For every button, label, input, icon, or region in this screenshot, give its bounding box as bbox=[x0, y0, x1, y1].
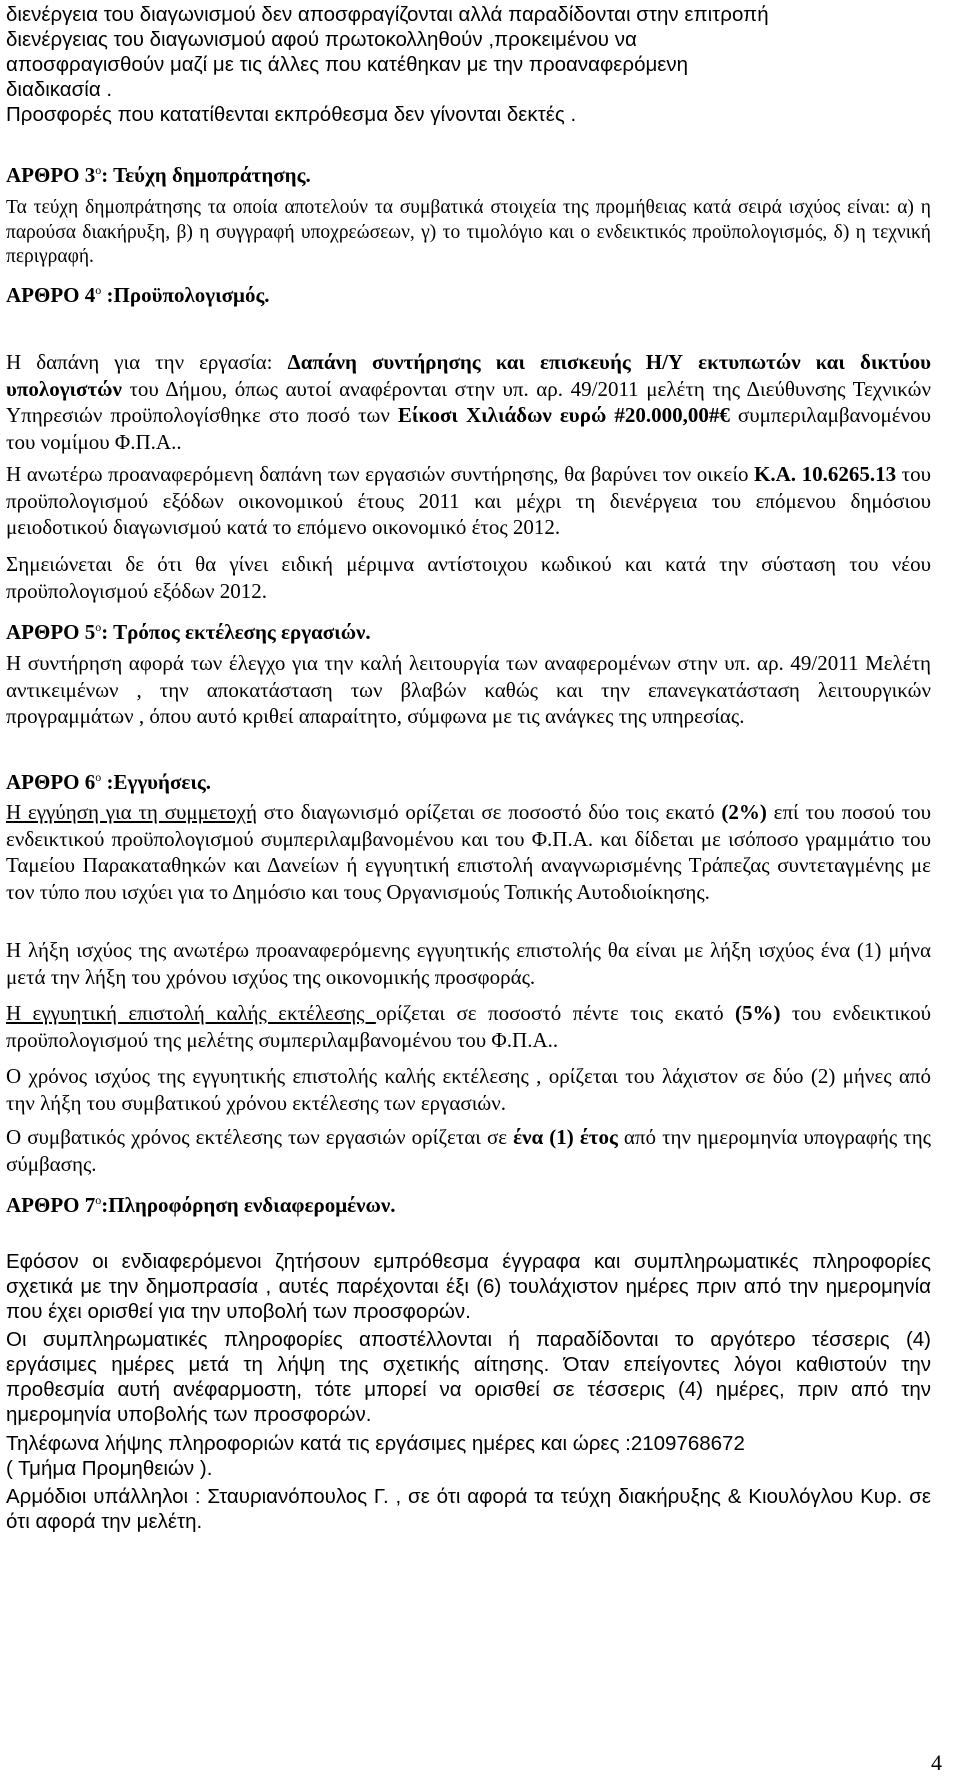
page-number: 4 bbox=[931, 1750, 942, 1775]
article-7-heading: ΑΡΘΡΟ $7^o:\Pi\lambda\eta\rho o\varphi ό\rho\eta\sigma\eta$ ενδιαφερομένων. bbox=[6, 1193, 396, 1217]
article-6-validity: Η λήξη ισχύος της ανωτέρω προαναφερόμενης εγγυητικής επιστολής θα είναι με λήξη ισχύος ένα (1) μήνα μετά την λήξη του χρόνου ισχύος της οικονομικής προσφοράς. bbox=[6, 938, 931, 989]
article-5-heading: ΑΡΘΡΟ $5^o$: Τρόπος εκτέλεσης εργασιών. bbox=[6, 620, 371, 644]
article-7-supplementary-paragraph: Οι συμπληρωματικές πληροφορίες αποστέλλονται ή παραδίδονται το αργότερο τέσσερις (4) εργάσιμες ημέρες μετά τη λήψη της σχετικής αίτησης. Όταν επείγοντες λόγοι καθιστούν την προθεσμία αυτή ανέφαρμοστη, τότε μπορεί να ορισθεί σε τέσσερις (4) ημέρες, πριν από την ημερομηνία υποβολής των προσφορών. bbox=[6, 1328, 931, 1426]
article-3-text: Τα τεύχη δημοπράτησης τα οποία αποτελούν τα συμβατικά στοιχεία της προμήθειας κατά σειρά ισχύος είναι: α) η παρούσα διακήρυξη, β) η συγγραφή υποχρεώσεων, γ) το τιμολόγιο και ο ενδεικτικός προϋπολογισμός, δ) η τεχνική περιγραφή. bbox=[6, 197, 931, 267]
article-7-officers-paragraph: Αρμόδιοι υπάλληλοι : Σταυριανόπουλος Γ. , σε ότι αφορά τα τεύχη διακήρυξης & Κιουλόγλου Κυρ. σε ότι αφορά την μελέτη. bbox=[6, 1485, 931, 1533]
article-7-phone-paragraph: Τηλέφωνα λήψης πληροφοριών κατά τις εργάσιμες ημέρες και ώρες :2109768672 ( Τμήμα Προμηθειών ). bbox=[6, 1432, 745, 1480]
article-7-info-paragraph: Εφόσον οι ενδιαφερόμενοι ζητήσουν εμπρόθεσμα έγγραφα και συμπληρωματικές πληροφορίες σχετικά με την δημοπρασία , αυτές παρέχονται έξι (6) τουλάχιστον ημέρες πριν από την ημερομηνία που έχει ορισθεί για την υποβολή των προσφορών. bbox=[6, 1250, 931, 1323]
late-offers-note: Προσφορές που κατατίθενται εκπρόθεσμα δεν γίνονται δεκτές . bbox=[6, 103, 577, 126]
article-5-text: Η συντήρηση αφορά των έλεγχο για την καλή λειτουργία των αναφερομένων στην υπ. αρ. 49/2011 Μελέτη αντικειμένων , την αποκατάσταση των βλαβών καθώς και την επανεγκατάσταση λειτουργικών προγραμμάτων , όπου αυτό κριθεί απαραίτητο, σύμφωνα με τις ανάγκες της υπηρεσίας. bbox=[6, 651, 931, 728]
article-6-heading: ΑΡΘΡΟ $6^o$ :Εγγυήσεις. bbox=[6, 770, 211, 794]
article-4-note-paragraph: Σημειώνεται δε ότι θα γίνει ειδική μέριμνα αντίστοιχου κωδικού και κατά την σύσταση του νέου προϋπολογισμού εξόδων 2012. bbox=[6, 552, 931, 603]
article-4-heading: ΑΡΘΡΟ $4^o$ :Προϋπολογισμός. bbox=[6, 283, 270, 307]
article-6-performance-guarantee: Η εγγυητική επιστολή καλής εκτέλεσης ορίζεται σε ποσοστό πέντε τοις εκατό (5%) του ενδεικτικού προϋπολογισμού της μελέτης συμπεριλαμβανομένου του Φ.Π.Α.. bbox=[6, 1001, 932, 1052]
article-4-charge-paragraph: Η ανωτέρω προαναφερόμενη δαπάνη των εργασιών συντήρησης, θα βαρύνει τον οικείο Κ.Α. 10.6265.13 του προϋπολογισμού εξόδων οικονομικού έτους 2011 και μέχρι τη διενέργεια του επόμενου δημόσιου μειοδοτικού διαγωνισμού κατά το επόμενο οικονομικό έτος 2012. bbox=[6, 462, 932, 539]
paragraph-submission: διενέργεια του διαγωνισμού δεν αποσφραγίζονται αλλά παραδίδονται στην επιτροπή διενέργειας του διαγωνισμού αφού πρωτοκολληθούν ,προκειμένου να αποσφραγισθούν μαζί με τις άλλες που κατέθηκαν με την προαναφερόμενη διαδικασία . Προσφορές που κατατίθενται εκπρόθεσμα δεν γίνονται δεκτές . bbox=[6, 2, 931, 127]
article-3-heading: ΑΡΘΡΟ $3^o$: Τεύχη δημοπράτησης. bbox=[6, 163, 311, 187]
article-6-participation-guarantee: Η εγγύηση για τη συμμετοχή στο διαγωνισμό ορίζεται σε ποσοστό δύο τοις εκατό (2%) επί του ποσού του ενδεικτικού προϋπολογισμού συμπεριλαμβανομένου και του Φ.Π.Α. και δίδεται με ισόποσο γραμμάτιο του Ταμείου Παρακαταθηκών και Δανείων ή εγγυητική επιστολή αναγνωρισμένης Τράπεζας συντεταγμένης με τον τύπο που ισχύει για το Δημόσιο και τους Οργανισμούς Τοπικής Αυτοδιοίκησης. bbox=[6, 800, 931, 904]
article-6-contract-duration: Ο συμβατικός χρόνος εκτέλεσης των εργασιών ορίζεται σε ένα (1) έτος από την ημερομηνία υπογραφής της σύμβασης. bbox=[6, 1125, 931, 1176]
article-6-performance-validity: Ο χρόνος ισχύος της εγγυητικής επιστολής καλής εκτέλεσης , ορίζεται του λάχιστον σε δύο (2) μήνες από την λήξη του συμβατικού χρόνου εκτέλεσης των εργασιών. bbox=[6, 1064, 931, 1115]
article-4-budget-paragraph: Η δαπάνη για την εργασία: Δαπάνη συντήρησης και επισκευής Η/Υ εκτυπωτών και δικτύου υπολογιστών του Δήμου, όπως αυτοί αναφέρονται στην υπ. αρ. 49/2011 μελέτη της Διεύθυνσης Τεχνικών Υπηρεσιών προϋπολογίσθηκε στο ποσό των Είκοσι Χιλιάδων ευρώ #20.000,00#€ συμπεριλαμβανομένου του νομίμου Φ.Π.Α.. bbox=[6, 350, 932, 454]
